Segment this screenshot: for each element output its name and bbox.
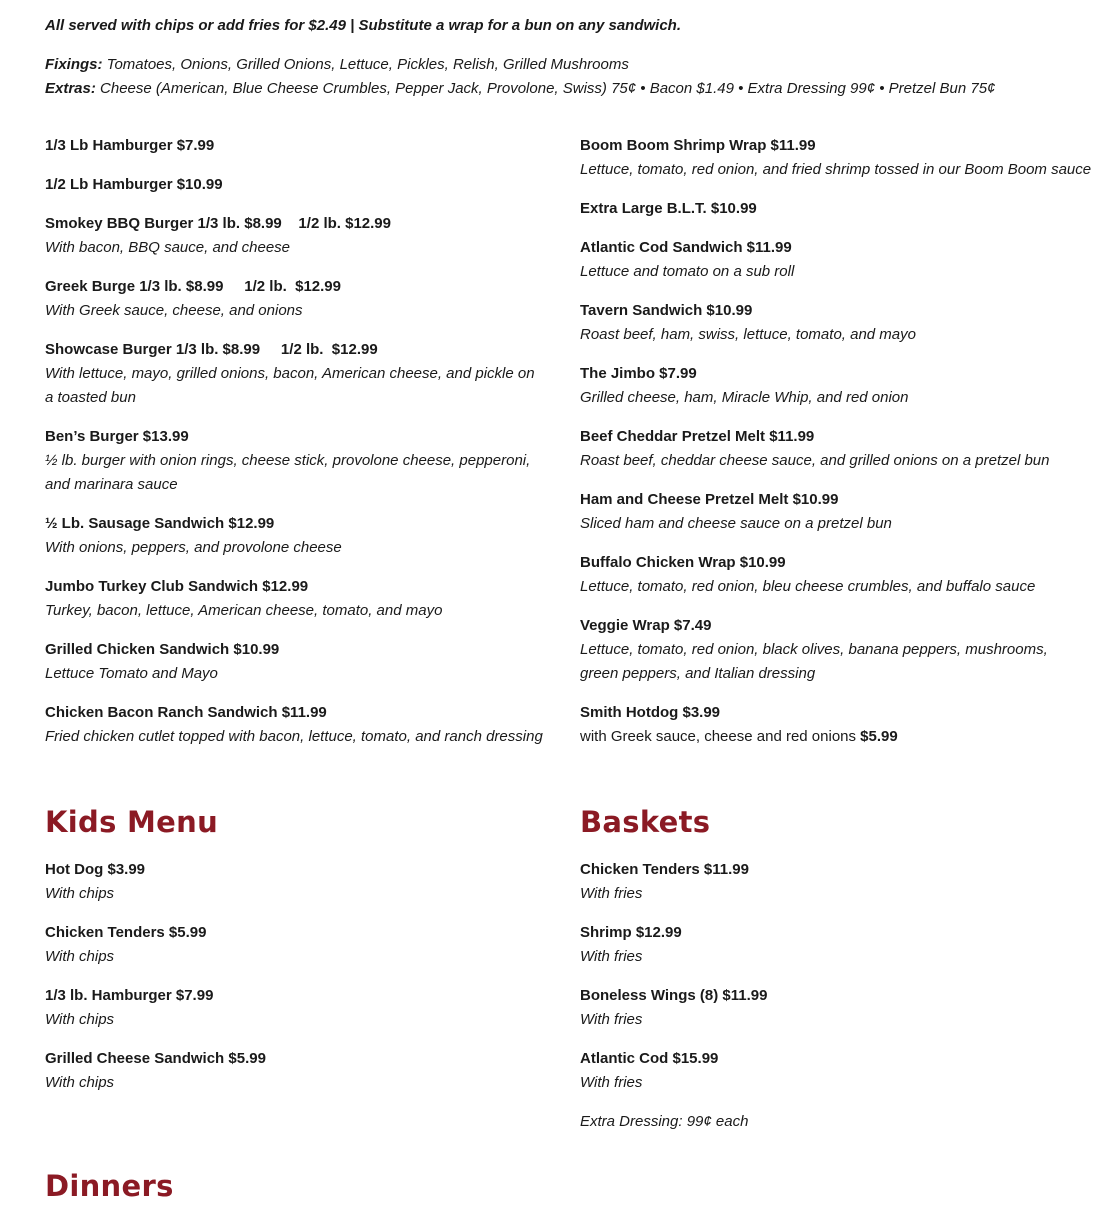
sandwich-column-left: [45, 134, 545, 764]
item-desc: With chips: [45, 1011, 115, 1028]
kids-menu-list: [45, 858, 545, 1110]
item-title: Buffalo Chicken Wrap $10.99: [580, 554, 786, 571]
item-desc: Roast beef, ham, swiss, lettuce, tomato, and mayo: [580, 326, 916, 343]
item-title: 1/3 lb. Hamburger $7.99: [45, 987, 214, 1004]
item-desc: Grilled cheese, ham, Miracle Whip, and red onion: [580, 389, 909, 406]
item-desc: With Greek sauce, cheese, and onions: [45, 302, 303, 319]
item-desc: With chips: [45, 948, 115, 965]
item-title: Atlantic Cod Sandwich $11.99: [580, 239, 792, 256]
item-title: Chicken Bacon Ranch Sandwich $11.99: [45, 704, 327, 721]
item-title: Hot Dog $3.99: [45, 861, 146, 878]
menu-item: [45, 1047, 545, 1095]
item-title: Veggie Wrap $7.49: [580, 617, 712, 634]
item-title: ½ Lb. Sausage Sandwich $12.99: [45, 515, 275, 532]
menu-item: [580, 197, 1080, 221]
item-title: Atlantic Cod $15.99: [580, 1050, 719, 1067]
item-desc: [580, 725, 1080, 749]
fixings-text: Tomatoes, Onions, Grilled Onions, Lettuce, Pickles, Relish, Grilled Mushrooms: [102, 56, 629, 73]
menu-item: [45, 858, 545, 906]
menu-item: [580, 858, 1080, 906]
dinners-heading: Dinners: [45, 1169, 174, 1203]
menu-item: [580, 984, 1080, 1032]
menu-item: [45, 638, 545, 686]
baskets-heading: Baskets: [580, 805, 711, 839]
hotdog-desc: with Greek sauce, cheese and red onions: [580, 728, 861, 745]
item-title: Smith Hotdog $3.99: [580, 704, 721, 721]
extras-label: Extras:: [45, 80, 96, 97]
item-title: Greek Burge 1/3 lb. $8.99 1/2 lb. $12.99: [45, 278, 341, 295]
item-title: Tavern Sandwich $10.99: [580, 302, 753, 319]
baskets-list: [580, 858, 1080, 1134]
item-desc: ½ lb. burger with onion rings, cheese stick, provolone cheese, pepperoni, and marinara sauce: [45, 452, 531, 493]
extras-text: Cheese (American, Blue Cheese Crumbles, Pepper Jack, Provolone, Swiss) 75¢ • Bacon $1.49 • Extra Dressing 99¢ • Pretzel Bun 75¢: [95, 80, 996, 97]
item-desc: Lettuce, tomato, red onion, bleu cheese crumbles, and buffalo sauce: [580, 578, 1036, 595]
item-desc: With fries: [580, 885, 643, 902]
menu-item: [45, 338, 545, 410]
hotdog-desc-price: $5.99: [860, 728, 898, 745]
item-title: The Jimbo $7.99: [580, 365, 697, 382]
item-title: 1/2 Lb Hamburger $10.99: [45, 176, 223, 193]
sandwich-column-right: [580, 134, 1092, 764]
menu-item: [580, 236, 1080, 284]
item-title: Smokey BBQ Burger 1/3 lb. $8.99 1/2 lb. $12.99: [45, 215, 391, 232]
fixings-line: [45, 53, 1085, 77]
item-desc: With bacon, BBQ sauce, and cheese: [45, 239, 291, 256]
item-desc: Roast beef, cheddar cheese sauce, and grilled onions on a pretzel bun: [580, 452, 1050, 469]
menu-item: [45, 984, 545, 1032]
intro: [45, 14, 1085, 101]
item-desc: Lettuce, tomato, red onion, and fried shrimp tossed in our Boom Boom sauce: [580, 161, 1092, 178]
item-title: Boneless Wings (8) $11.99: [580, 987, 768, 1004]
item-desc: Fried chicken cutlet topped with bacon, lettuce, tomato, and ranch dressing: [45, 728, 543, 745]
menu-item: [45, 512, 545, 560]
item-title: Showcase Burger 1/3 lb. $8.99 1/2 lb. $12.99: [45, 341, 378, 358]
menu-item: [45, 275, 545, 323]
item-desc: With fries: [580, 1011, 643, 1028]
item-desc: With chips: [45, 1074, 115, 1091]
menu-item: [580, 134, 1092, 182]
item-title: Grilled Chicken Sandwich $10.99: [45, 641, 280, 658]
kids-menu-heading: Kids Menu: [45, 805, 219, 839]
item-desc: Sliced ham and cheese sauce on a pretzel bun: [580, 515, 892, 532]
item-desc: With lettuce, mayo, grilled onions, bacon, American cheese, and pickle on a toasted bun: [45, 365, 535, 406]
menu-item-hotdog: [580, 701, 1080, 749]
menu-item: [45, 701, 545, 749]
item-desc: Lettuce and tomato on a sub roll: [580, 263, 795, 280]
item-title: Extra Large B.L.T. $10.99: [580, 200, 757, 217]
item-title: Beef Cheddar Pretzel Melt $11.99: [580, 428, 815, 445]
menu-item: [580, 488, 1080, 536]
menu-item: [580, 551, 1080, 599]
item-title: Shrimp $12.99: [580, 924, 682, 941]
menu-item: [580, 362, 1080, 410]
fixings-label: Fixings:: [45, 56, 103, 73]
item-desc: With onions, peppers, and provolone cheese: [45, 539, 342, 556]
menu-item: [580, 1047, 1080, 1095]
item-desc: With fries: [580, 1074, 643, 1091]
menu-item: [580, 299, 1080, 347]
menu-item: [45, 425, 545, 497]
extra-dressing-note: Extra Dressing: 99¢ each: [580, 1113, 749, 1130]
menu-item: [580, 614, 1080, 686]
menu-item: [45, 921, 545, 969]
item-title: Ham and Cheese Pretzel Melt $10.99: [580, 491, 839, 508]
item-title: Grilled Cheese Sandwich $5.99: [45, 1050, 266, 1067]
served-with-note: All served with chips or add fries for $2.49 | Substitute a wrap for a bun on any sandwich.: [45, 17, 681, 34]
item-title: 1/3 Lb Hamburger $7.99: [45, 137, 215, 154]
menu-item: [45, 173, 545, 197]
item-title: Boom Boom Shrimp Wrap $11.99: [580, 137, 816, 154]
extras-line: [45, 77, 1085, 101]
item-desc: With chips: [45, 885, 115, 902]
item-desc: Lettuce, tomato, red onion, black olives, banana peppers, mushrooms, green peppers, and Italian dressing: [580, 641, 1048, 682]
menu-item: [45, 134, 545, 158]
menu-item: [45, 212, 545, 260]
item-title: Chicken Tenders $5.99: [45, 924, 207, 941]
item-title: Jumbo Turkey Club Sandwich $12.99: [45, 578, 309, 595]
menu-item: [45, 575, 545, 623]
item-title: Chicken Tenders $11.99: [580, 861, 749, 878]
menu-item: [580, 425, 1080, 473]
item-desc: Lettuce Tomato and Mayo: [45, 665, 218, 682]
item-desc: Turkey, bacon, lettuce, American cheese, tomato, and mayo: [45, 602, 443, 619]
item-desc: With fries: [580, 948, 643, 965]
item-title: Ben’s Burger $13.99: [45, 428, 189, 445]
menu-item: [580, 921, 1080, 969]
